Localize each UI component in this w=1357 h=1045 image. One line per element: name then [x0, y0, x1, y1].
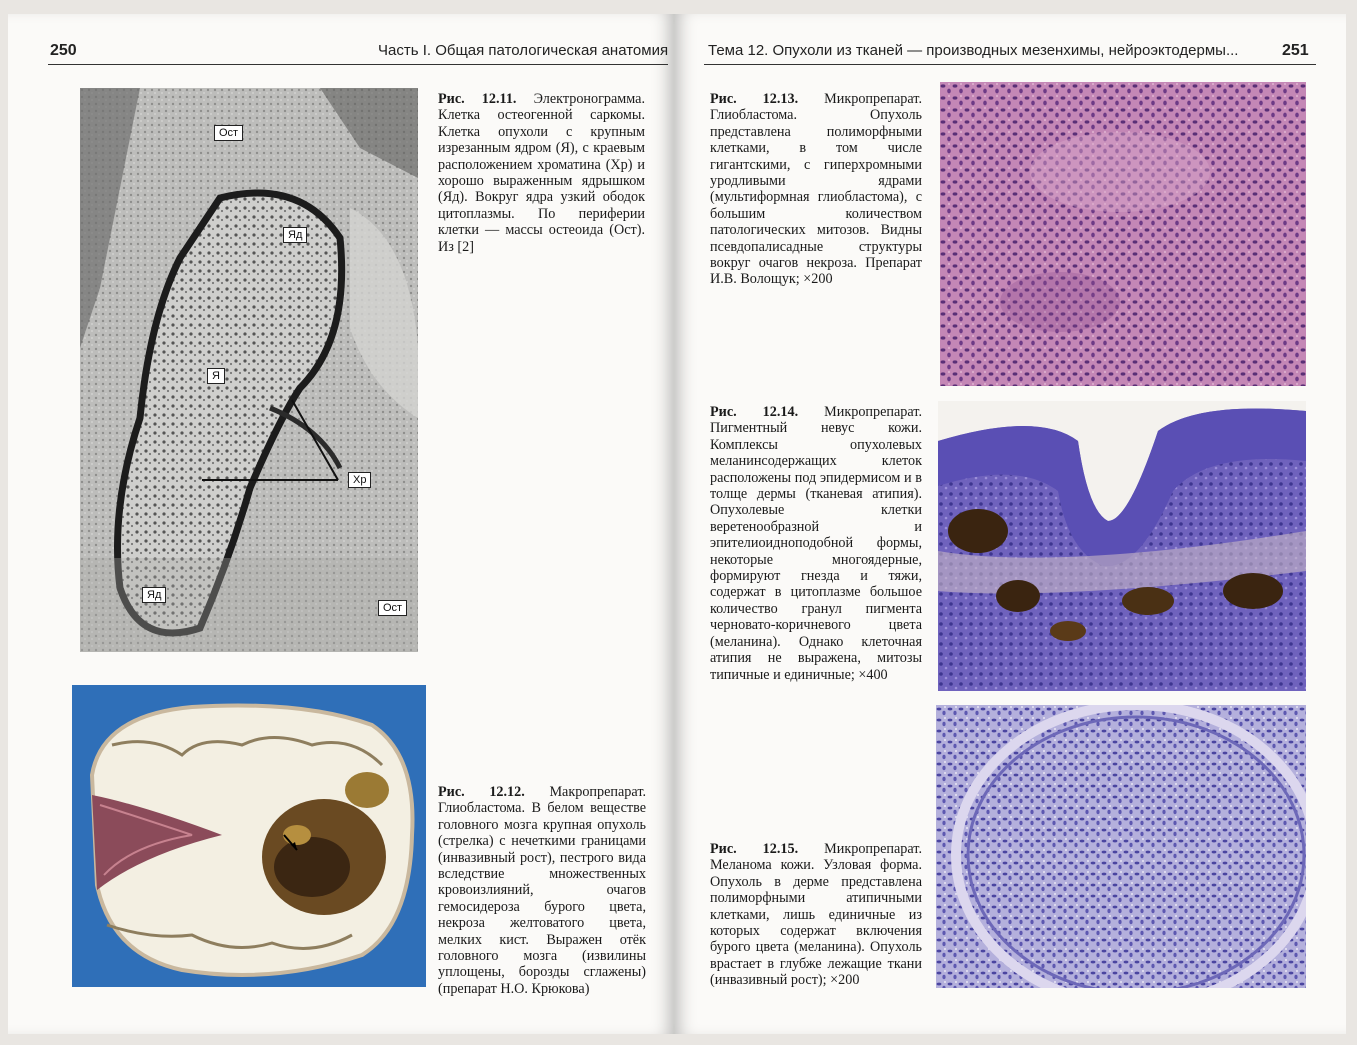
glioblastoma-drawing [940, 82, 1306, 386]
micrograph-drawing [80, 88, 418, 652]
brain-drawing [72, 685, 426, 987]
caption-fig-12-14 [710, 404, 922, 683]
label-ost-bottom: Ост [378, 600, 407, 616]
page-number: 250 [50, 42, 77, 59]
caption-label: Рис. 12.11. [438, 91, 517, 107]
label-ost-top: Ост [214, 125, 243, 141]
running-head: Тема 12. Опухоли из тканей — производных мезенхимы, нейроэктодермы... [708, 42, 1239, 59]
caption-text: Микропрепарат. Пигментный невус кожи. Комплексы опухолевых меланинсодержащих клеток расположены под эпидермисом и в толще дермы (тканевая атипия). Опухолевые клетки веретенообразной и эпителиоидноподобной формы, некоторые многоядерные, формируют гнезда и тяжи, содержат в цитоплазме большое количество гранул пигмента черновато-коричневого цвета (меланина). Однако клеточная атипия не выражена, митозы типичные и единичные; ×400 [710, 404, 922, 683]
caption-text: Электронограмма. Клетка остеогенной саркомы. Клетка опухоли с крупным изрезанным ядром (Я), с краевым расположением хроматина (Хр) и хорошо выраженным ядрышком (Яд). Вокруг ядра узкий ободок цитоплазмы. По периферии клетки — массы остеоида (Ост). Из [2] [438, 91, 646, 255]
caption-label: Рис. 12.14. [710, 404, 799, 420]
right-page [674, 14, 1346, 1034]
page-number: 251 [1282, 42, 1309, 59]
header-rule [48, 64, 668, 65]
caption-fig-12-15 [710, 841, 922, 989]
caption-text: Микропрепарат. Меланома кожи. Узловая форма. Опухоль в дерме представлена полиморфными атипичными клетками, лишь единичные из которых содержат включения бурого цвета (меланина). Опухоль врастает в глубже лежащие ткани (инвазивный рост); ×200 [710, 841, 922, 989]
brain-photograph [72, 685, 426, 987]
melanoma-drawing [936, 705, 1306, 988]
nevus-drawing [938, 401, 1306, 691]
label-khr: Хр [348, 472, 371, 488]
running-head: Часть I. Общая патологическая анатомия [378, 42, 669, 59]
caption-text: Макропрепарат. Глиобластома. В белом веществе головного мозга крупная опухоль (стрелка) с нечеткими границами (инвазивный рост), пестрого вида вследствие множественных кровоизлияний, очагов гемосидероза бурого цвета, некроза желтоватого цвета, мелких кист. Выражен отёк головного мозга (извилины уплощены, борозды сглажены) (препарат Н.О. Крюкова) [438, 784, 647, 997]
label-yad-top: Яд [283, 227, 307, 243]
melanoma-micrograph [936, 705, 1306, 988]
caption-label: Рис. 12.13. [710, 91, 799, 107]
glioblastoma-micrograph [940, 82, 1306, 386]
caption-text: Микропрепарат. Глиобластома. Опухоль представлена полиморфными клетками, в том числе гигантскими, с гиперхромными уродливыми ядрами (мультиформная глиобластома), с большим количеством патологических митозов. Видны псевдопалисадные структуры вокруг очагов некроза. Препарат И.В. Волощук; ×200 [710, 91, 922, 288]
header-rule [704, 64, 1316, 65]
label-yad-bottom: Яд [142, 587, 166, 603]
caption-label: Рис. 12.15. [710, 841, 799, 857]
caption-fig-12-12 [438, 784, 646, 997]
caption-fig-12-11 [438, 91, 645, 255]
label-ya: Я [207, 368, 225, 384]
electron-micrograph [80, 88, 418, 652]
caption-fig-12-13 [710, 91, 922, 288]
caption-label: Рис. 12.12. [438, 784, 525, 800]
left-page [8, 14, 674, 1034]
nevus-micrograph [938, 401, 1306, 691]
